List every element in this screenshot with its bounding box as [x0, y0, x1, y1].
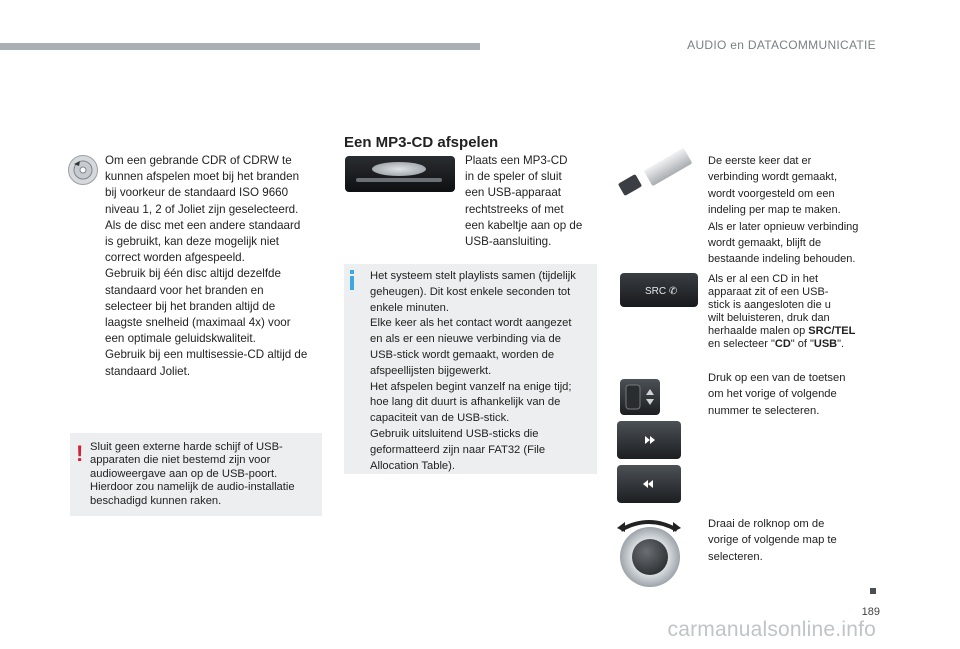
tip-line: capaciteit van de USB-stick.	[370, 412, 510, 425]
warning-line: Sluit geen externe harde schijf of USB-	[90, 441, 283, 453]
info-line: laagste snelheid (maximaal 4x) voor	[105, 316, 291, 330]
info-line: correct worden afgespeeld.	[105, 251, 245, 265]
tip-line: geheugen). Dit kost enkele seconden tot	[370, 285, 571, 298]
usb-line: wordt voorgesteld om een	[708, 187, 835, 200]
info-line: selecteer bij het branden altijd de	[105, 299, 276, 313]
header-bar	[0, 43, 480, 50]
next-track-button[interactable]	[617, 421, 681, 459]
cd-label: CD	[774, 338, 791, 350]
knob-instructions	[708, 516, 878, 565]
warning-text	[90, 441, 318, 508]
info-icon-bar	[350, 276, 354, 290]
insert-line: in de speler of sluit	[465, 170, 562, 184]
info-line: is gebruikt, kan deze mogelijk niet	[105, 235, 279, 249]
insert-line: rechtstreeks of met	[465, 202, 564, 216]
tip-line: Het systeem stelt playlists samen (tijdelijk	[370, 270, 576, 282]
insert-instructions	[465, 153, 595, 250]
warning-line: audioweergave aan op de USB-poort.	[90, 467, 278, 480]
rotary-knob-cap	[632, 539, 668, 575]
phone-icon: ✆	[668, 286, 678, 297]
usb-line: indeling per map te maken.	[708, 204, 841, 217]
usb-line: De eerste keer dat er	[708, 155, 812, 167]
cd-format-info	[105, 153, 325, 380]
tip-line: Allocation Table).	[370, 459, 455, 472]
rewind-icon	[617, 465, 681, 503]
tip-line: en als er een nieuwe verbinding via de	[370, 333, 561, 346]
tip-line: Elke keer als het contact wordt aangezet	[370, 317, 572, 330]
info-line: een optimale geluidskwaliteit.	[105, 332, 256, 346]
section-header: AUDIO en DATACOMMUNICATIE	[687, 38, 876, 52]
track-scroll-button[interactable]	[620, 379, 660, 415]
knob-line: Draai de rolknop om de	[708, 518, 825, 530]
cd-disc-icon	[372, 162, 426, 176]
page-number: 189	[861, 606, 880, 618]
knob-line: selecteren.	[708, 550, 763, 563]
warning-line: apparaten die niet bestemd zijn voor	[90, 454, 271, 467]
usb-line: verbinding wordt gemaakt,	[708, 171, 838, 184]
fast-forward-icon	[617, 421, 681, 459]
src-instructions	[708, 273, 883, 351]
insert-line: een USB-apparaat	[465, 186, 562, 200]
usb-stick-cap	[618, 174, 642, 196]
info-line: standaard voor het branden en	[105, 283, 264, 297]
info-line: standaard Joliet.	[105, 364, 191, 378]
usb-line: wordt gemaakt, blijft de	[708, 237, 822, 250]
info-line: Gebruik bij één disc altijd dezelfde	[105, 267, 281, 281]
warning-line: beschadigd kunnen raken.	[90, 494, 222, 507]
src-tel-label: SRC/TEL	[808, 325, 856, 337]
knob-line: vorige of volgende map te	[708, 534, 837, 547]
cd-info-icon	[68, 155, 98, 185]
src-line: Als er al een CD in het	[708, 273, 819, 285]
tip-line: Het afspelen begint vanzelf na enige tijd;	[370, 380, 572, 393]
tip-line: Gebruik uitsluitend USB-sticks die	[370, 427, 539, 440]
tip-line: enkele minuten.	[370, 301, 449, 314]
info-line: Om een gebrande CDR of CDRW te	[105, 154, 292, 167]
tip-line: USB-stick wordt gemaakt, worden de	[370, 348, 555, 361]
previous-track-button[interactable]	[617, 465, 681, 503]
info-line: Als de disc met een andere standaard	[105, 218, 301, 232]
track-line: Druk op een van de toetsen	[708, 372, 846, 384]
usb-instructions	[708, 153, 878, 268]
src-line: wilt beluisteren, druk dan	[708, 312, 830, 324]
track-line: om het vorige of volgende	[708, 388, 837, 401]
info-icon	[350, 270, 354, 274]
warning-icon: !	[76, 441, 84, 466]
src-line: en selecteer "CD" of "USB".	[708, 338, 845, 350]
info-line: Gebruik bij een multisessie-CD altijd de	[105, 348, 308, 362]
watermark: carmanualsonline.info	[667, 618, 876, 641]
cd-slot	[356, 178, 442, 182]
src-line: herhaalde malen op SRC/TEL	[708, 325, 856, 337]
warning-line: Hierdoor zou namelijk de audio-installatie	[90, 481, 295, 494]
src-line: apparaat zit of een USB-	[708, 286, 829, 298]
insert-line: USB-aansluiting.	[465, 235, 552, 249]
usb-line: Als er later opnieuw verbinding	[708, 220, 859, 233]
section-title: Een MP3-CD afspelen	[344, 134, 499, 151]
tip-line: hoe lang dit duurt is afhankelijk van de	[370, 396, 561, 409]
insert-line: Plaats een MP3-CD	[465, 154, 568, 167]
track-line: nummer te selecteren.	[708, 404, 820, 417]
info-line: niveau 1, 2 of Joliet zijn geselecteerd.	[105, 202, 299, 216]
tip-text	[370, 269, 595, 474]
usb-label: USB	[813, 338, 838, 350]
track-instructions	[708, 370, 878, 419]
info-line: kunnen afspelen moet bij het branden	[105, 170, 300, 184]
usb-line: bestaande indeling behouden.	[708, 253, 856, 266]
src-button-label: SRC ✆	[645, 286, 678, 297]
tip-line: geformatteerd zijn naar FAT32 (File	[370, 443, 546, 456]
usb-stick-icon	[644, 148, 693, 187]
insert-line: een kabeltje aan op de	[465, 218, 583, 232]
src-line: stick is aangesloten die u	[708, 299, 831, 311]
tip-line: afspeellijsten bijgewerkt.	[370, 364, 492, 377]
info-line: bij voorkeur de standaard ISO 9660	[105, 186, 289, 200]
continuation-marker	[870, 588, 876, 594]
